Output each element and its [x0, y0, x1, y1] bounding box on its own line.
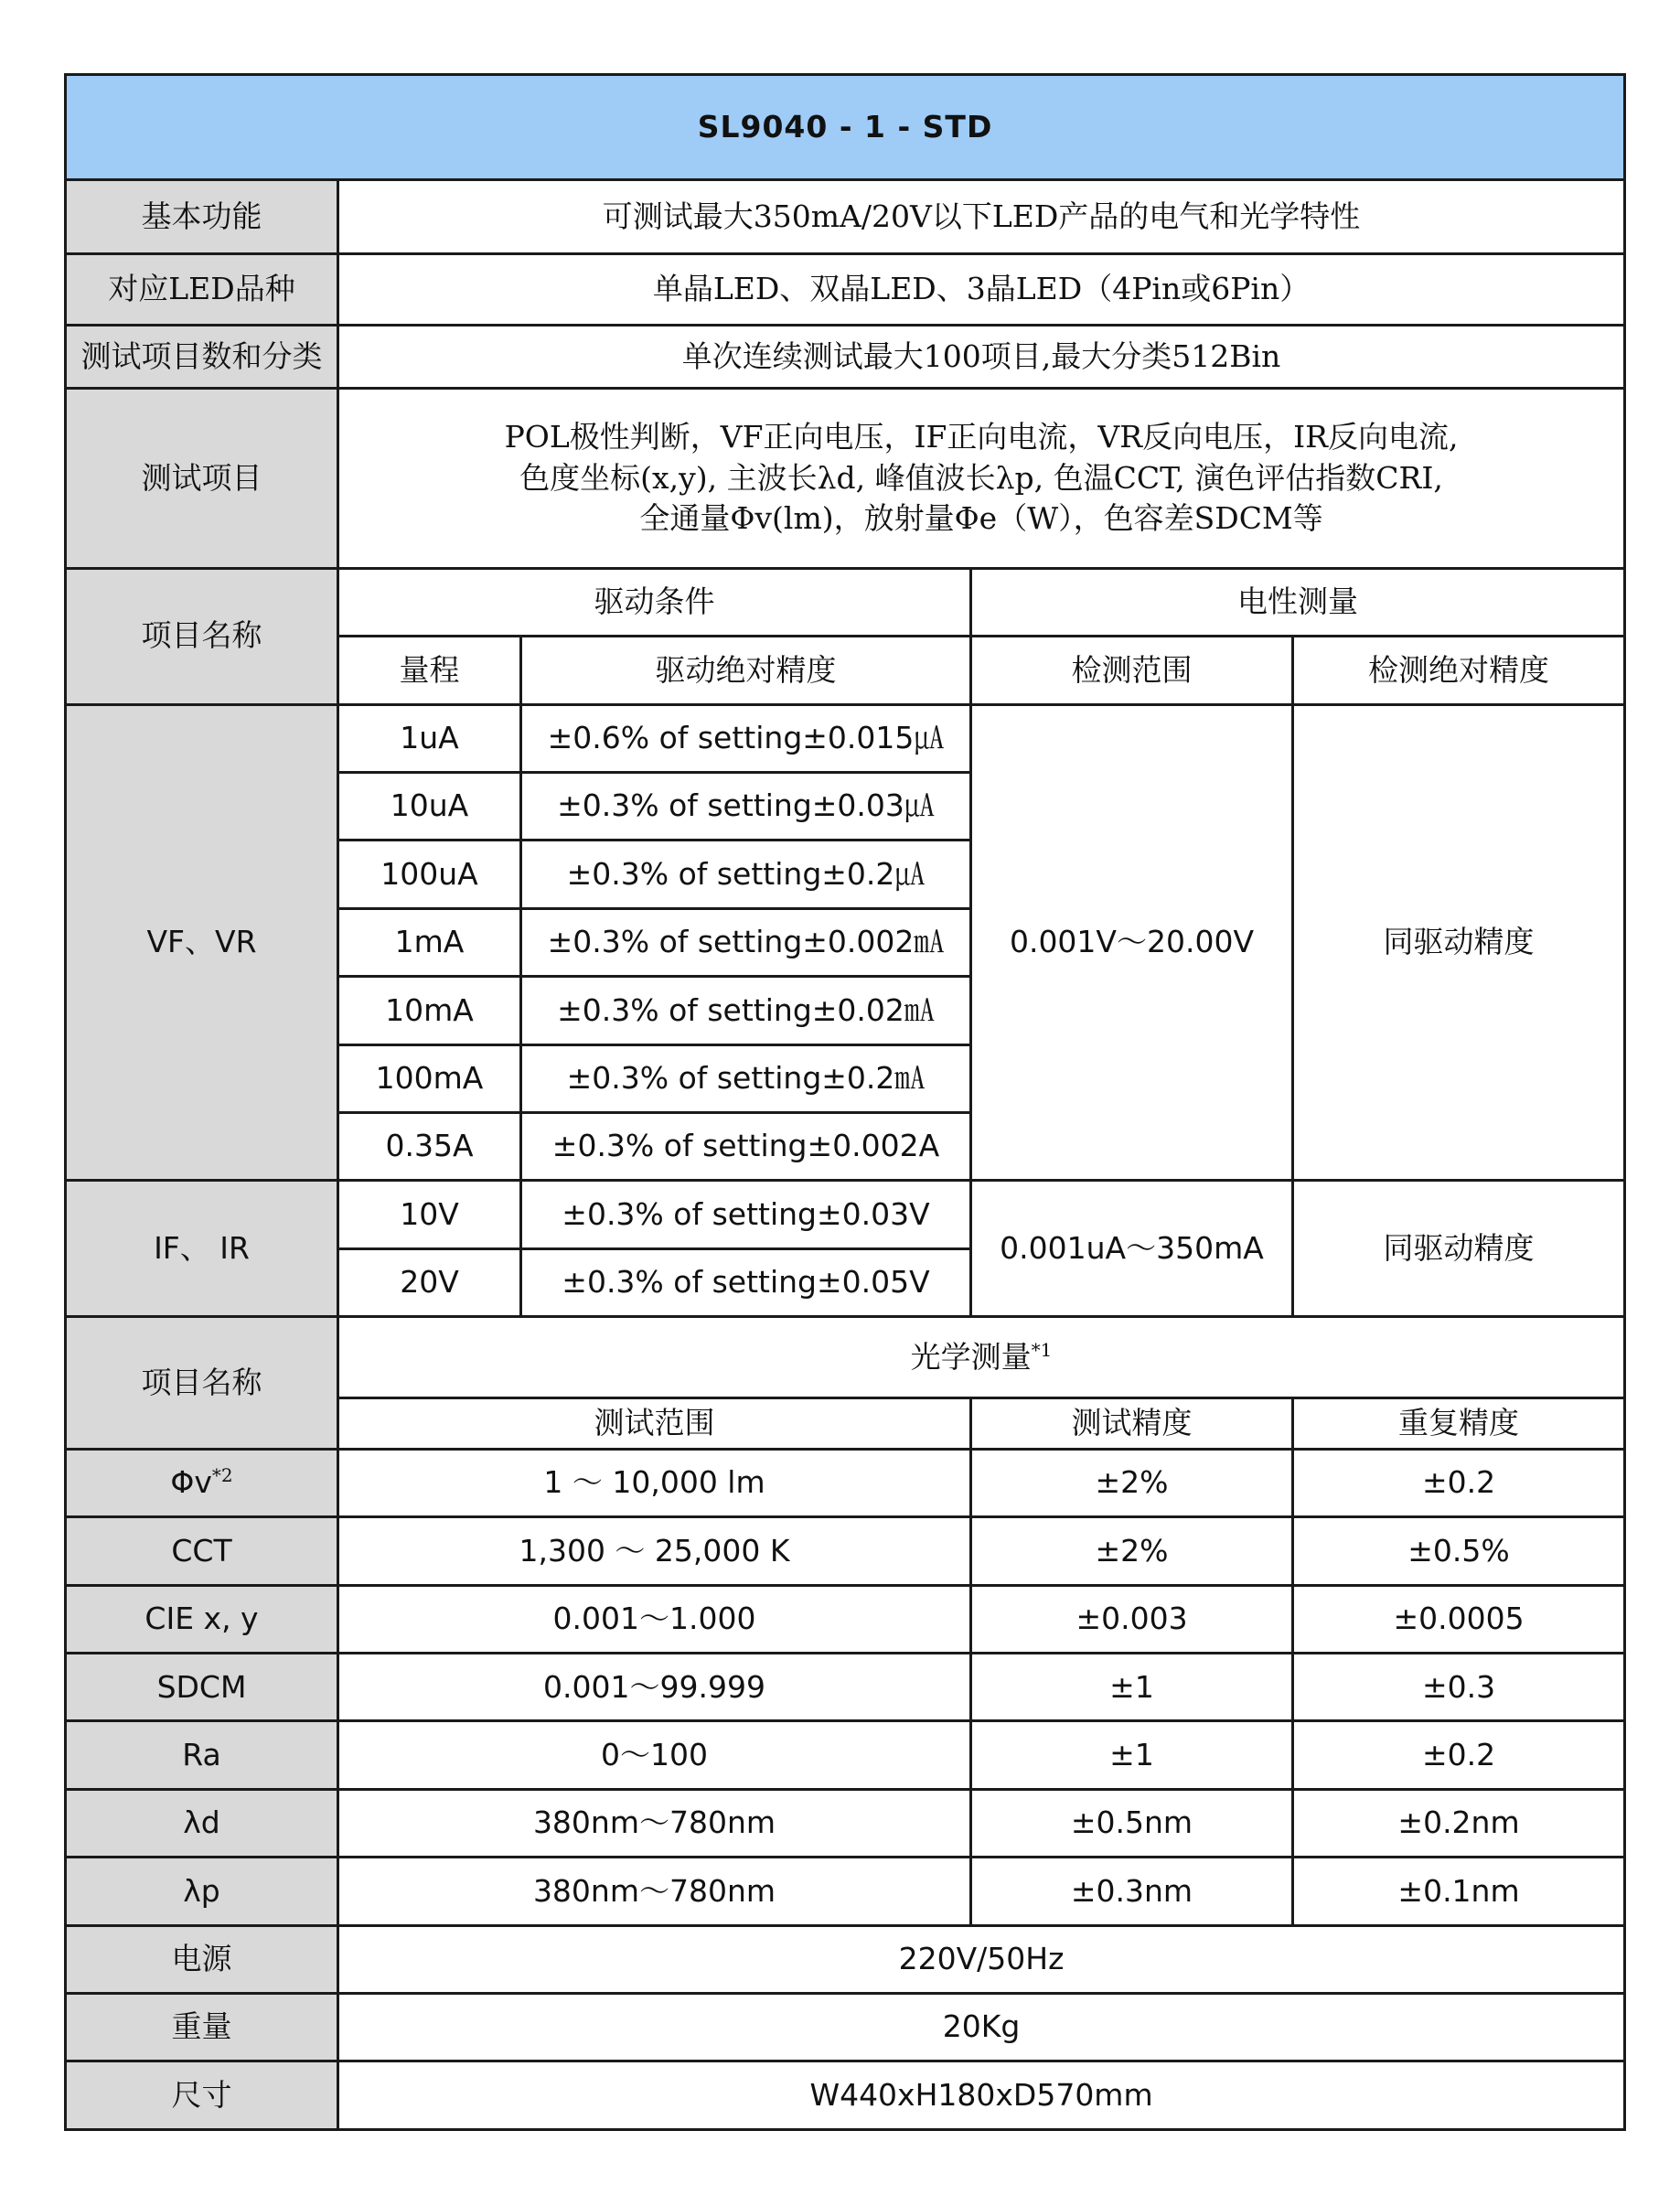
spec-title: SL9040 - 1 - STD: [66, 75, 1625, 180]
vf-range-cell: 0.35A: [338, 1112, 521, 1180]
test-count-label: 测试项目数和分类: [66, 326, 338, 388]
optical-repeat-cell: ±0.2: [1293, 1449, 1625, 1516]
test-items-line: POL极性判断，VF正向电压，IF正向电流，VR反向电压，IR反向电流,: [504, 419, 1459, 455]
optical-repeat-cell: ±0.2: [1293, 1721, 1625, 1789]
optical-range-cell: 0～100: [338, 1721, 971, 1789]
basic-function-label: 基本功能: [66, 179, 338, 253]
optical-accuracy-cell: ±0.003: [971, 1585, 1293, 1653]
optical-item-label: 项目名称: [66, 1317, 338, 1450]
footnote-marker: *2: [211, 1464, 233, 1487]
if-accuracy-cell: ±0.3% of setting±0.03V: [521, 1181, 971, 1248]
test-items-line: 全通量Φv(lm)，放射量Φe（W），色容差SDCM等: [639, 500, 1323, 537]
optical-row-label: CIE x, y: [66, 1585, 338, 1653]
vf-accuracy-cell: ±0.3% of setting±0.002A: [521, 1112, 971, 1180]
vf-accuracy-cell: ±0.3% of setting±0.2㎂: [521, 841, 971, 908]
optical-range-cell: 1 ～ 10,000 lm: [338, 1449, 971, 1516]
vf-range-cell: 10mA: [338, 977, 521, 1044]
optical-row-label: SDCM: [66, 1654, 338, 1721]
vf-range-cell: 100mA: [338, 1044, 521, 1112]
size-value: W440xH180xD570mm: [338, 2061, 1625, 2130]
optical-range-cell: 0.001～99.999: [338, 1654, 971, 1721]
electrical-item-label: 项目名称: [66, 568, 338, 704]
vf-vr-label: VF、VR: [66, 704, 338, 1181]
optical-range-cell: 380nm～780nm: [338, 1858, 971, 1925]
col-detect-accuracy: 检测绝对精度: [1293, 637, 1625, 704]
vf-detect-range: 0.001V～20.00V: [971, 704, 1293, 1181]
size-label: 尺寸: [66, 2061, 338, 2130]
if-range-cell: 20V: [338, 1248, 521, 1316]
optical-repeat-cell: ±0.5%: [1293, 1517, 1625, 1585]
optical-accuracy-cell: ±0.3nm: [971, 1858, 1293, 1925]
optical-accuracy-cell: ±1: [971, 1721, 1293, 1789]
if-ir-label: IF、 IR: [66, 1181, 338, 1317]
optical-accuracy-cell: ±2%: [971, 1449, 1293, 1516]
if-detect-accuracy: 同驱动精度: [1293, 1181, 1625, 1317]
measure-header: 电性测量: [971, 568, 1625, 636]
test-items-line: 色度坐标(x,y), 主波长λd, 峰值波长λp, 色温CCT, 演色评估指数CRI,: [519, 459, 1443, 496]
col-drive-accuracy: 驱动绝对精度: [521, 637, 971, 704]
vf-range-cell: 100uA: [338, 841, 521, 908]
vf-detect-accuracy: 同驱动精度: [1293, 704, 1625, 1181]
weight-value: 20Kg: [338, 1994, 1625, 2061]
test-items-value: [338, 388, 1625, 568]
optical-repeat-cell: ±0.3: [1293, 1654, 1625, 1721]
vf-range-cell: 1mA: [338, 908, 521, 976]
vf-accuracy-cell: ±0.3% of setting±0.2㎃: [521, 1044, 971, 1112]
vf-accuracy-cell: ±0.3% of setting±0.03㎂: [521, 773, 971, 841]
basic-function-value: 可测试最大350mA/20V以下LED产品的电气和光学特性: [338, 179, 1625, 253]
col-test-range: 测试范围: [338, 1397, 971, 1449]
optical-range-cell: 1,300 ～ 25,000 K: [338, 1517, 971, 1585]
optical-repeat-cell: ±0.2nm: [1293, 1789, 1625, 1857]
vf-range-cell: 10uA: [338, 773, 521, 841]
optical-accuracy-cell: ±1: [971, 1654, 1293, 1721]
vf-accuracy-cell: ±0.3% of setting±0.02㎃: [521, 977, 971, 1044]
col-detect-range: 检测范围: [971, 637, 1293, 704]
optical-range-cell: 380nm～780nm: [338, 1789, 971, 1857]
weight-label: 重量: [66, 1994, 338, 2061]
led-type-label: 对应LED品种: [66, 254, 338, 326]
optical-row-label: $\Phi v^{*2}$: [66, 1449, 338, 1516]
optical-row-label: λd: [66, 1789, 338, 1857]
power-value: 220V/50Hz: [338, 1925, 1625, 1993]
optical-accuracy-cell: ±2%: [971, 1517, 1293, 1585]
test-items-label: 测试项目: [66, 388, 338, 568]
spec-table: [64, 73, 1626, 2131]
test-count-value: 单次连续测试最大100项目,最大分类512Bin: [338, 326, 1625, 388]
optical-accuracy-cell: ±0.5nm: [971, 1789, 1293, 1857]
led-type-value: 单晶LED、双晶LED、3晶LED（4Pin或6Pin）: [338, 254, 1625, 326]
drive-header: 驱动条件: [338, 568, 971, 636]
optical-row-label: CCT: [66, 1517, 338, 1585]
if-detect-range: 0.001uA～350mA: [971, 1181, 1293, 1317]
footnote-marker: *1: [1031, 1338, 1053, 1361]
optical-range-cell: 0.001～1.000: [338, 1585, 971, 1653]
col-range: 量程: [338, 637, 521, 704]
col-repeat-accuracy: 重复精度: [1293, 1397, 1625, 1449]
optical-repeat-cell: ±0.0005: [1293, 1585, 1625, 1653]
power-label: 电源: [66, 1925, 338, 1993]
optical-row-label: Ra: [66, 1721, 338, 1789]
optical-header: 光学测量$^{*1}$: [338, 1317, 1625, 1397]
optical-row-label: λp: [66, 1858, 338, 1925]
if-range-cell: 10V: [338, 1181, 521, 1248]
vf-accuracy-cell: ±0.3% of setting±0.002㎃: [521, 908, 971, 976]
vf-accuracy-cell: ±0.6% of setting±0.015㎂: [521, 704, 971, 772]
col-test-accuracy: 测试精度: [971, 1397, 1293, 1449]
optical-repeat-cell: ±0.1nm: [1293, 1858, 1625, 1925]
if-accuracy-cell: ±0.3% of setting±0.05V: [521, 1248, 971, 1316]
vf-range-cell: 1uA: [338, 704, 521, 772]
